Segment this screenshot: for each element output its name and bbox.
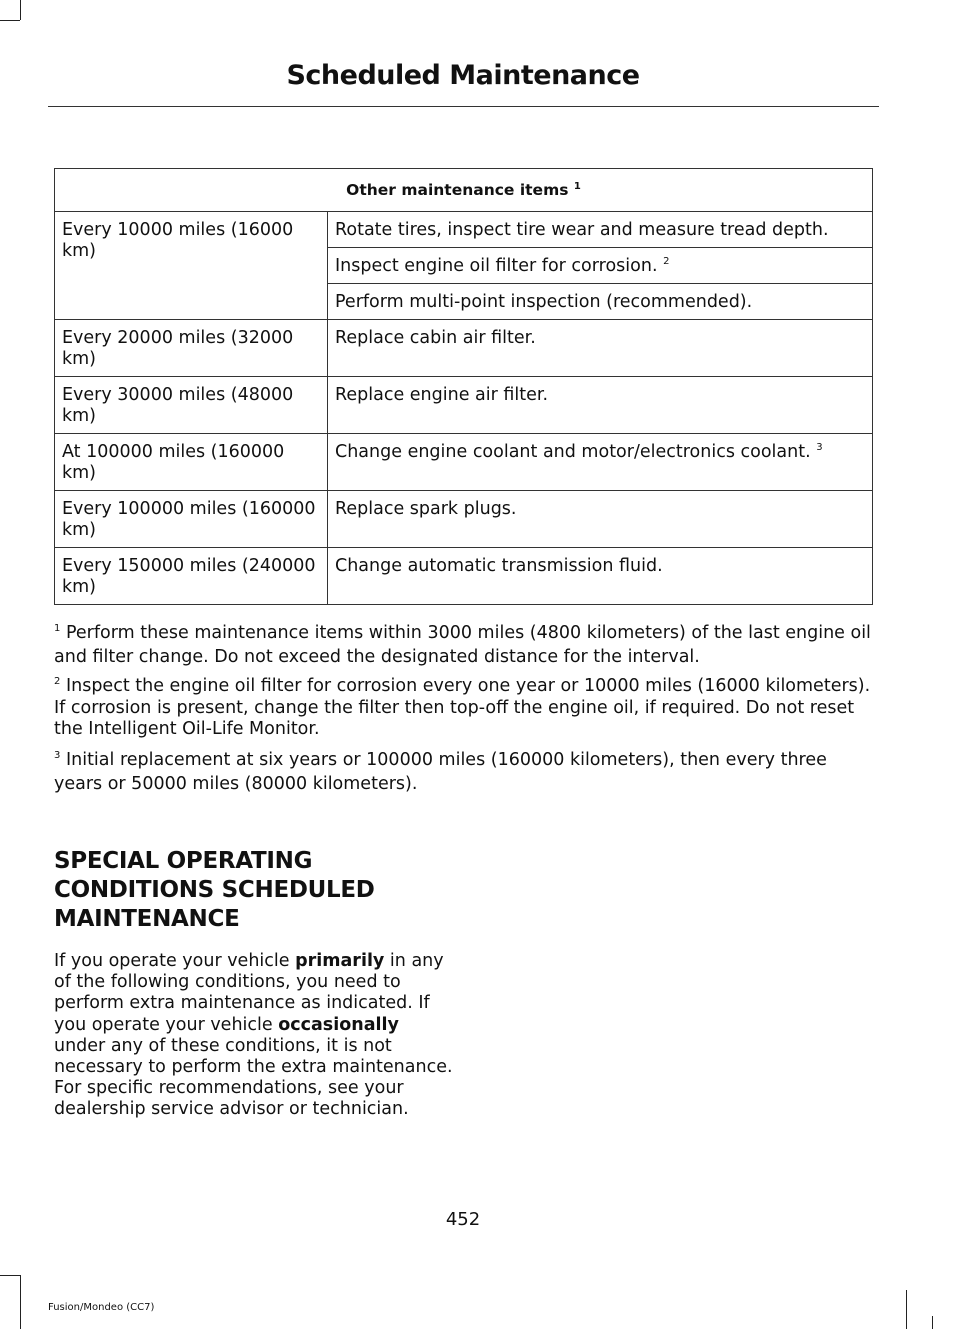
- item-cell: Change automatic transmission fluid.: [328, 548, 873, 605]
- crop-mark: [932, 1316, 933, 1329]
- table-row: [55, 434, 873, 491]
- table-row: [55, 320, 873, 377]
- crop-mark: [0, 20, 20, 21]
- item-cell: Inspect engine oil filter for corrosion. $^2$: [328, 248, 873, 284]
- footnote-ref: 2: [663, 256, 670, 268]
- footnotes: [54, 621, 876, 803]
- crop-mark: [0, 1275, 20, 1276]
- table-caption: Other maintenance items $^1$: [55, 169, 873, 212]
- footnote-mark: 2: [54, 676, 61, 688]
- section-heading: SPECIAL OPERATING CONDITIONS SCHEDULED MAINTENANCE: [54, 848, 375, 932]
- item-cell: Replace engine air filter.: [328, 377, 873, 434]
- crop-mark: [20, 0, 21, 20]
- item-cell: Replace spark plugs.: [328, 491, 873, 548]
- item-cell: Rotate tires, inspect tire wear and measure tread depth.: [328, 212, 873, 248]
- footnote: $^1$ Perform these maintenance items within 3000 miles (4800 kilometers) of the last engine oil and filter change. Do not exceed the designated distance for the interval.: [54, 623, 871, 667]
- table-row: [55, 212, 873, 248]
- interval-cell: Every 30000 miles (48000 km): [55, 377, 328, 434]
- body-paragraph: If you operate your vehicle primarily in any of the following conditions, you need to perform extra maintenance as indicated. If you operate your vehicle occasionally under any of these conditions, it is not necessary to perform the extra maintenance. For specific recommendations, see your dealership service advisor or technician.: [54, 951, 453, 1120]
- footnote: $^2$ Inspect the engine oil filter for corrosion every one year or 10000 miles (16000 kilometers). If corrosion is present, change the filter then top-off the engine oil, if required. Do not reset the Intelligent Oil-Life Monitor.: [54, 676, 871, 739]
- footnote-ref: 1: [573, 180, 581, 192]
- footnote-mark: 3: [54, 749, 61, 761]
- footnote-mark: 1: [54, 623, 61, 635]
- title-divider: [48, 106, 879, 107]
- table-row: [55, 548, 873, 605]
- footnote: $^3$ Initial replacement at six years or 100000 miles (160000 kilometers), then every three years or 50000 miles (80000 kilometers).: [54, 749, 827, 794]
- interval-cell: Every 150000 miles (240000 km): [55, 548, 328, 605]
- table-row: [55, 377, 873, 434]
- interval-cell: Every 10000 miles (16000 km): [55, 212, 328, 320]
- page-title: Scheduled Maintenance: [286, 60, 640, 91]
- page-number: 452: [445, 1209, 481, 1230]
- crop-mark: [906, 1290, 907, 1329]
- crop-mark: [20, 1275, 21, 1329]
- footer-label: Fusion/Mondeo (CC7): [48, 1302, 155, 1313]
- item-cell: Change engine coolant and motor/electronics coolant. $^3$: [328, 434, 873, 491]
- table-row: [55, 491, 873, 548]
- footnote-ref: 3: [816, 442, 823, 454]
- interval-cell: Every 100000 miles (160000 km): [55, 491, 328, 548]
- interval-cell: Every 20000 miles (32000 km): [55, 320, 328, 377]
- item-cell: Replace cabin air filter.: [328, 320, 873, 377]
- emphasis: primarily: [295, 951, 385, 971]
- interval-cell: At 100000 miles (160000 km): [55, 434, 328, 491]
- item-cell: Perform multi-point inspection (recommended).: [328, 284, 873, 320]
- emphasis: occasionally: [278, 1014, 399, 1035]
- maintenance-table: [54, 168, 873, 605]
